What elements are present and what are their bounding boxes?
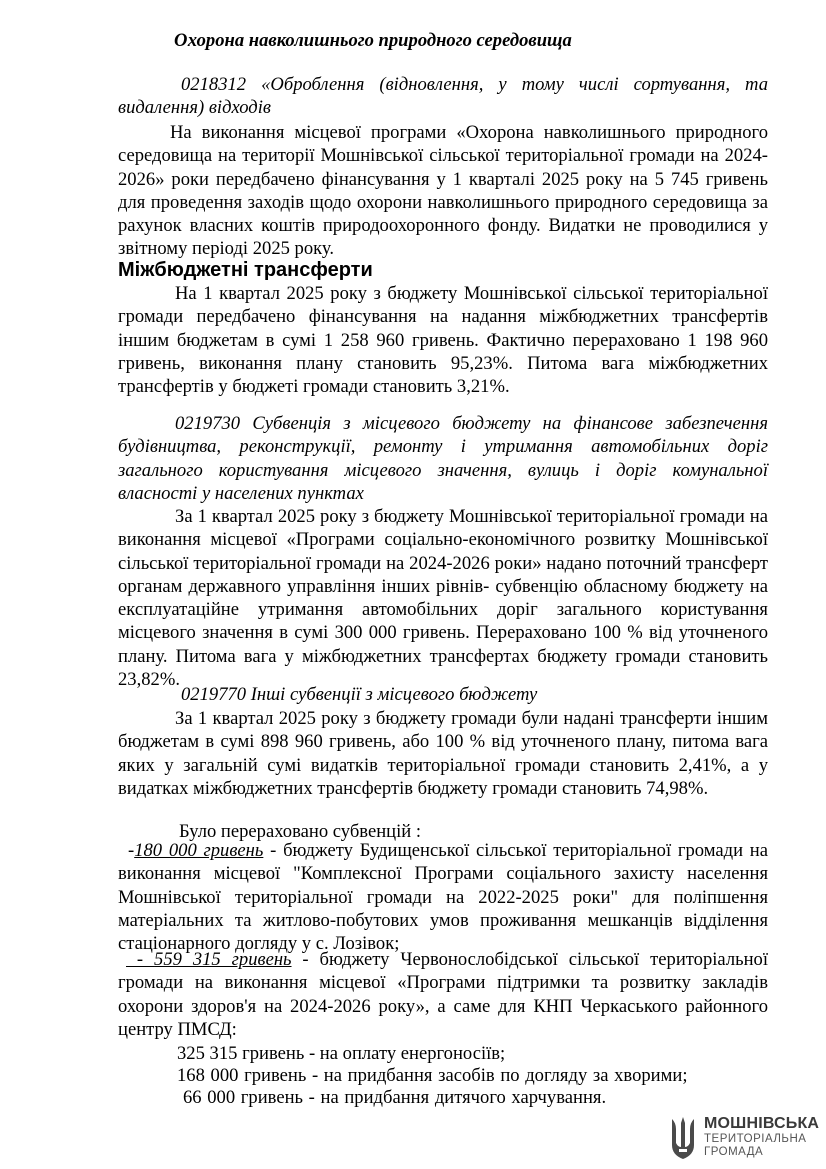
paragraph-transfers: На 1 квартал 2025 року з бюджету Мошнівської сільської територіальної громади передбачено фінансування на надання міжбюджетних трансфертів іншим бюджетам в сумі 1 258 960 гривень. Фактично перераховано 1 198 960 гривень, виконання плану становить 95,23%. Питома вага міжбюджетних трансфертів у бюджеті громади становить 3,21%. [118, 283, 768, 398]
program-code-0219770: 0219770 Інші субвенції з місцевого бюджету [181, 684, 538, 705]
paragraph-0219770: За 1 квартал 2025 року з бюджету громади були надані трансферти іншим бюджетам в сумі 898 960 гривень, або 100 % від уточненого плану, питома вага яких у загальній сумі видатків територіальної громади становить 2,41%, а у видатках міжбюджетних трансфертів бюджету громади становить 74,98%. [118, 708, 768, 799]
logo-line-2: ТЕРИТОРІАЛЬНА [704, 1133, 807, 1145]
paragraph-environment: На виконання місцевої програми «Охорона навколишнього природного середовища на території Мошнівської сільської територіальної громади на 2024-2026» роки передбачено фінансування у 1 кварталі 2025 року на 5 745 гривень для проведення заходів щодо охорони навколишнього природного середовища за рахунок власних коштів природоохоронного фонду. Видатки не проводилися у звітному періоді 2025 року. [118, 122, 768, 260]
sub-amount-baby-food: 66 000 гривень - на придбання дитячого харчування. [183, 1087, 607, 1108]
logo-title: МОШНІВСЬКА [704, 1115, 820, 1132]
logo-line-3: ГРОМАДА [704, 1146, 764, 1158]
section-title: Охорона навколишнього природного середовища [174, 30, 572, 51]
sub-amount-care: 168 000 гривень - на придбання засобів по догляду за хворими; [177, 1065, 688, 1086]
subvention-item-2-amount: 559 315 гривень [154, 949, 292, 970]
community-logo [668, 1113, 818, 1163]
subvention-item-2 [118, 948, 768, 1041]
trident-icon [668, 1115, 698, 1161]
program-code-0218312: 0218312 «Оброблення (відновлення, у тому числі сортування, та видалення) відходів [118, 74, 768, 119]
subventions-intro: Було перераховано субвенцій : [179, 821, 422, 842]
heading-interbudget-transfers: Міжбюджетні трансферти [118, 259, 373, 281]
subvention-item-1: -180 000 гривень - бюджету Будищенської сільської територіальної громади на виконання місцевої "Комплексної Програми соціального захисту населення Мошнівської територіальної громади на 2022-2025 роки" для поліпшення матеріальних та житлово-побутових умов проживання мешканців відділення стаціонарного догляду у с. Лозівок; [118, 840, 768, 955]
subvention-item-1-amount: 180 000 гривень [134, 840, 264, 861]
subvention-item-2-text: - бюджету Червонослобідської сільської територіальної громади на виконання місцевої «Програми підтримки та розвитку закладів охорони здоров'я на 2024-2026 року», а саме для КНП Черкаського районного центру ПМСД: [118, 949, 768, 1040]
subvention-item-1-text: - бюджету Будищенської сільської територіальної громади на виконання місцевої "Комплексної Програми соціального захисту населення Мошнівської територіальної громади на 2022-2025 роки" для поліпшення матеріальних та житлово-побутових умов проживання мешканців відділення стаціонарного догляду у с. Лозівок; [118, 840, 768, 955]
subvention-item-2-dash: - [126, 949, 155, 970]
paragraph-0219730: За 1 квартал 2025 року з бюджету Мошнівської територіальної громади на виконання місцевої «Програми соціально-економічного розвитку Мошнівської сільської територіальної громади на 2024-2026 роки» надано поточний трансферт органам державного управління інших рівнів- субвенцію обласному бюджету на експлуатаційне утримання автомобільних доріг загального користування місцевого значення в сумі 300 000 гривень. Перераховано 100 % від уточненого плану. Питома вага у міжбюджетних трансфертах бюджету громади становить 23,82%. [118, 506, 768, 691]
sub-amount-energy: 325 315 гривень - на оплату енергоносіїв; [177, 1043, 506, 1064]
program-code-0219730: 0219730 Субвенція з місцевого бюджету на фінансове забезпечення будівництва, реконструкції, ремонту і утримання автомобільних доріг загального користування місцевого значення, вулиць і доріг комунальної власності у населених пунктах [118, 413, 768, 504]
